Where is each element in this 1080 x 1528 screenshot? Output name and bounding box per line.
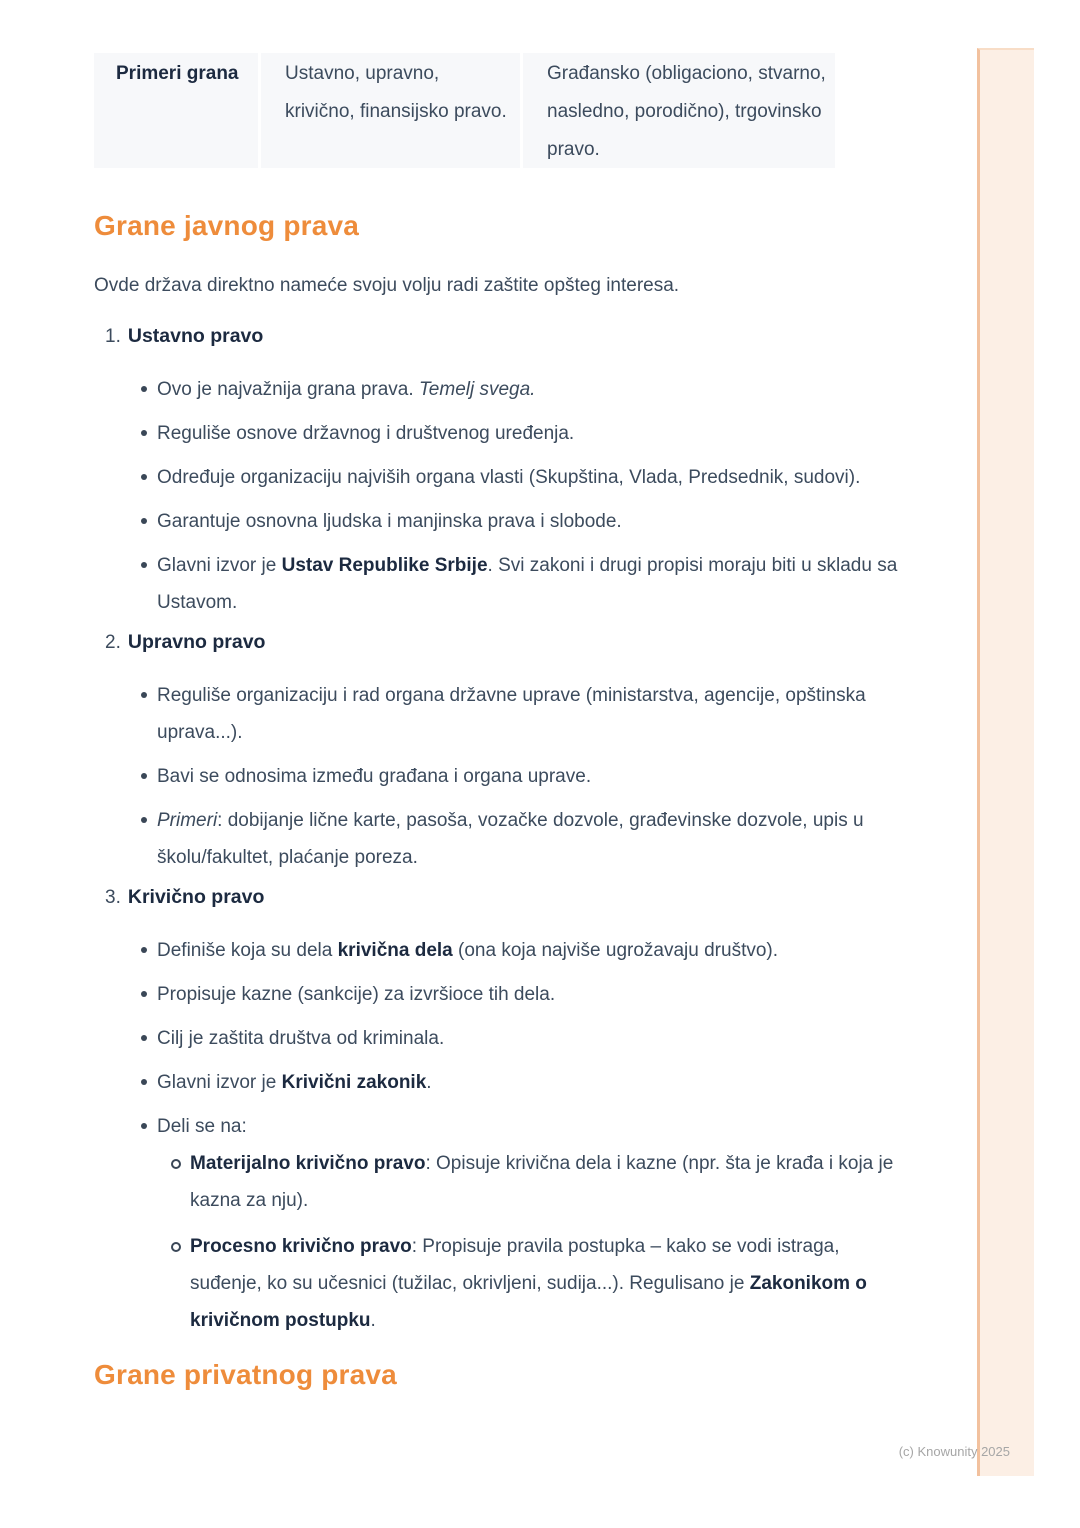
decorative-side-strip [977,48,1034,1476]
list-item-text: : Propisuje pravila postupka – kako se vodi istraga, suđenje, ko su učesnici (tužilac, okrivljeni, sudija...). Regulisano je [190,1236,840,1294]
list-item: Cilj je zaštita društva od kriminala. [94,1020,912,1057]
list-item: Bavi se odnosima između građana i organa uprave. [94,758,912,795]
document-content [94,0,912,1391]
list-item-text: Glavni izvor je [157,1072,282,1093]
list-item-bold: krivična dela [337,940,453,961]
list-item-text: (ona koja najviše ugrožavaju društvo). [452,940,779,961]
numbered-item-title [94,322,912,351]
list-item: Reguliše organizaciju i rad organa državne uprave (ministarstva, agencije, opštinska uprava...). [94,677,912,751]
list-item-bold: Zakonikom o krivičnom postupku [190,1273,867,1331]
item-number: 3. [105,887,121,908]
list-item [94,802,912,876]
list-item: Reguliše osnove državnog i društvenog uređenja. [94,415,912,452]
list-item: Garantuje osnovna ljudska i manjinska prava i slobode. [94,503,912,540]
list-item-text: : Opisuje krivična dela i kazne (npr. šta je krađa i koja je kazna za nju). [190,1153,894,1211]
list-item-bold: Materijalno krivično pravo [190,1153,426,1174]
list-item-text: Glavni izvor je [157,555,282,576]
item-title-text: Ustavno pravo [127,325,264,347]
list-item-italic: Primeri [157,810,218,831]
list-item [94,371,912,408]
list-item-text: : dobijanje lične karte, pasoša, vozačke dozvole, građevinske dozvole, upis u školu/fakultet, plaćanje poreza. [157,810,864,868]
list-item-text: Ovo je najvažnija grana prava. [157,379,419,400]
sub-list-item [94,1145,912,1219]
list-item-text: . Svi zakoni i drugi propisi moraju biti u skladu sa Ustavom. [157,555,898,613]
list-item: Deli se na: [94,1108,912,1145]
comparison-table [94,53,835,168]
copyright-watermark: (c) Knowunity 2025 [898,1444,1010,1459]
numbered-item-ustavno [94,322,912,621]
section-heading-private-law: Grane privatnog prava [94,1359,397,1390]
item-title-text: Upravno pravo [127,631,266,653]
numbered-item-krivicno [94,883,912,1339]
list-item-text: Definiše koja su dela [157,940,338,961]
table-cell-public-examples: Ustavno, upravno, krivično, finansijsko pravo. [261,53,520,168]
list-item: Propisuje kazne (sankcije) za izvršioce tih dela. [94,976,912,1013]
section-heading-public-law: Grane javnog prava [94,210,360,241]
list-item-bold: Ustav Republike Srbije [281,555,488,576]
table-row-label: Primeri grana [94,53,258,168]
list-item [94,1064,912,1101]
numbered-item-upravno [94,628,912,876]
sub-list-item [94,1228,912,1339]
item-title-text: Krivično pravo [127,886,265,908]
list-item-text: . [370,1310,376,1331]
list-item [94,932,912,969]
item-number: 1. [105,326,121,347]
section-intro: Ovde država direktno nameće svoju volju radi zaštite opšteg interesa. [94,275,680,296]
table-cell-private-examples: Građansko (obligaciono, stvarno, nasledno, porodično), trgovinsko pravo. [523,53,835,168]
item-number: 2. [105,632,121,653]
numbered-item-title [94,628,912,657]
numbered-item-title [94,883,912,912]
list-item-italic: Temelj svega. [418,379,536,400]
list-item-bold: Krivični zakonik [281,1072,427,1093]
list-item [94,547,912,621]
list-item: Određuje organizaciju najviših organa vlasti (Skupština, Vlada, Predsednik, sudovi). [94,459,912,496]
list-item-bold: Procesno krivično pravo [190,1236,412,1257]
list-item-text: . [426,1072,432,1093]
